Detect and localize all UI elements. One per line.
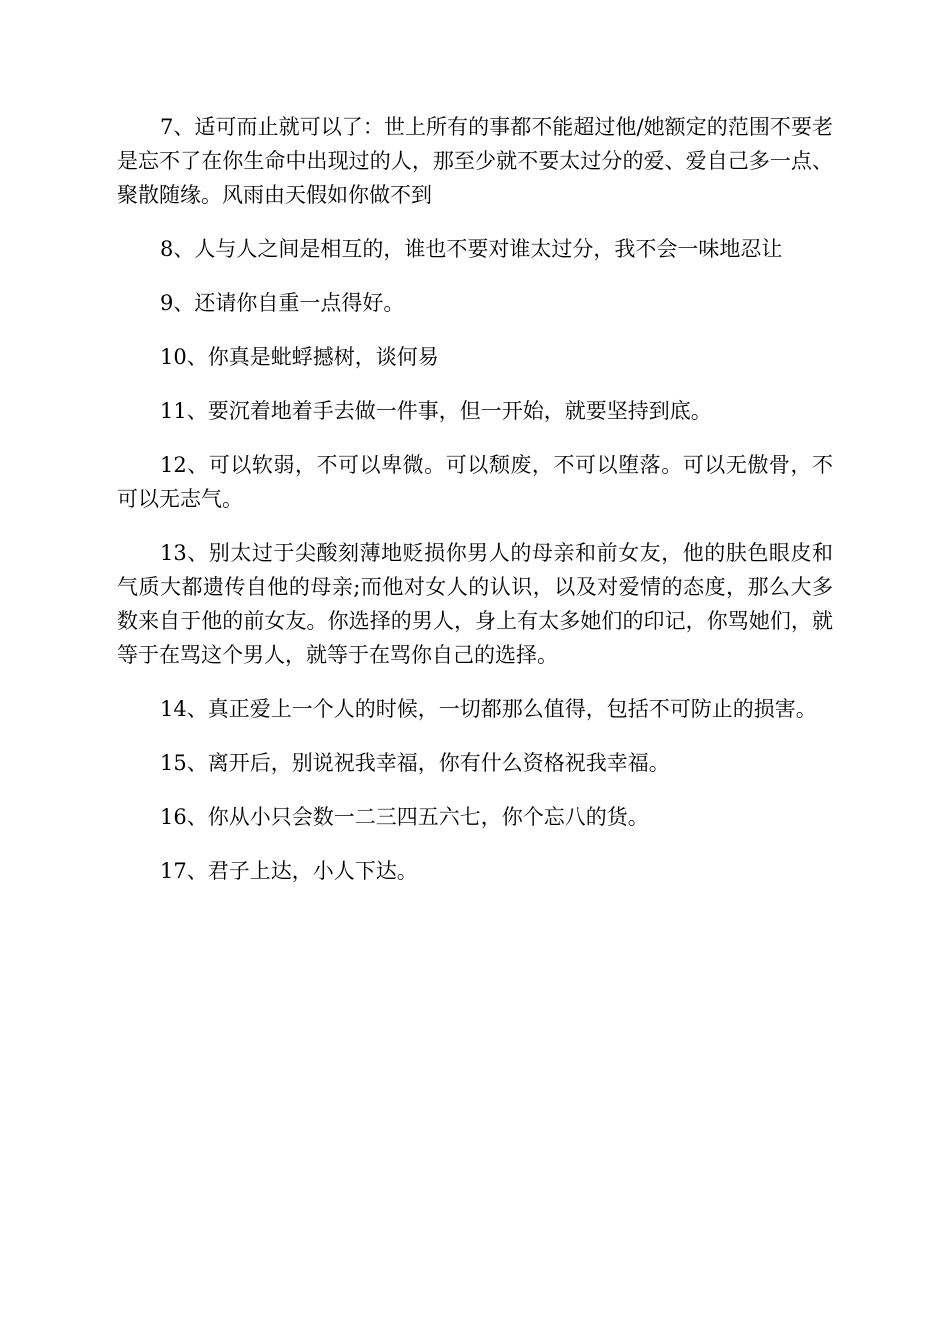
paragraph-16: 16、你从小只会数一二三四五六七，你个忘八的货。 (160, 805, 649, 829)
paragraph-12: 12、可以软弱，不可以卑微。可以颓废，不可以堕落。可以无傲骨，不可以无志气。 (117, 453, 833, 511)
paragraph-9: 9、还请你自重一点得好。 (160, 291, 405, 315)
paragraph-7: 7、适可而止就可以了：世上所有的事都不能超过他/她额定的范围不要老是忘不了在你生命中出现过的人，那至少就不要太过分的爱、爱自己多一点、聚散随缘。风雨由天假如你做不到 (117, 115, 833, 207)
paragraph-13: 13、别太过于尖酸刻薄地贬损你男人的母亲和前女友，他的肤色眼皮和气质大都遗传自他的母亲;而他对女人的认识，以及对爱情的态度，那么大多数来自于他的前女友。你选择的男人，身上有太多她们的印记，你骂她们，就等于在骂这个男人，就等于在骂你自己的选择。 (117, 541, 833, 667)
paragraph-8: 8、人与人之间是相互的，谁也不要对谁太过分，我不会一味地忍让 (160, 237, 783, 261)
paragraph-14: 14、真正爱上一个人的时候，一切都那么值得，包括不可防止的损害。 (160, 697, 817, 721)
paragraph-15: 15、离开后，别说祝我幸福，你有什么资格祝我幸福。 (160, 751, 670, 775)
paragraph-11: 11、要沉着地着手去做一件事，但一开始，就要坚持到底。 (160, 399, 712, 423)
document-page (117, 110, 833, 908)
paragraph-10: 10、你真是蚍蜉撼树，谈何易 (160, 345, 439, 369)
paragraph-17: 17、君子上达，小人下达。 (160, 859, 418, 883)
